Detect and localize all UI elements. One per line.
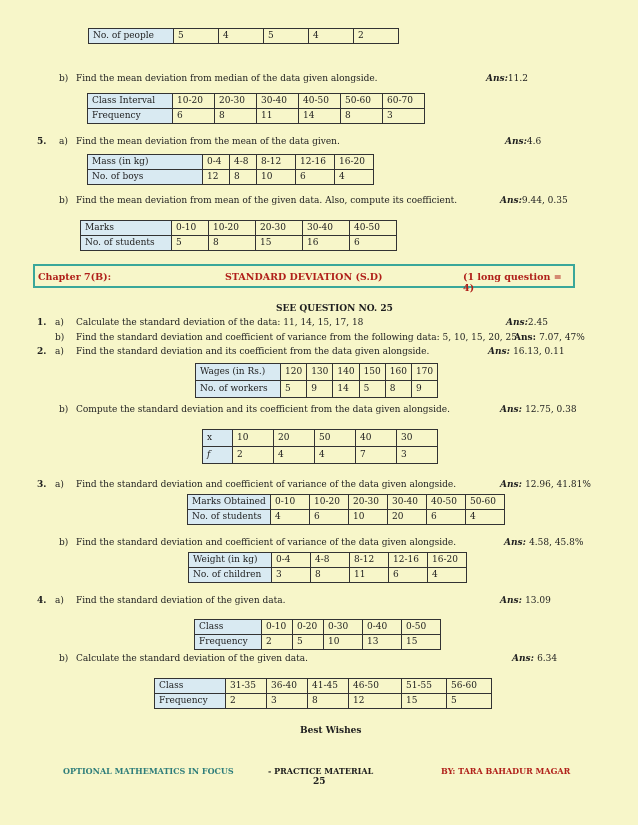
table-cell: 5 — [281, 381, 307, 398]
table-cell: 6 — [310, 510, 349, 525]
table-cell: 2 — [262, 635, 293, 650]
section-heading: SEE QUESTION NO. 25 — [276, 304, 393, 314]
answer — [504, 538, 583, 548]
chapter-label: Chapter 7(B): — [38, 272, 112, 283]
table-cell: 4-8 — [230, 155, 257, 170]
table-cell: 20 — [388, 510, 427, 525]
table-cell: 30-40 — [257, 94, 299, 109]
table-header-cell: Class — [195, 620, 262, 635]
answer-value: 7.07, 47% — [539, 333, 585, 343]
table-cell: 30 — [397, 430, 438, 447]
answer-value: 11.2 — [507, 74, 528, 84]
table-cell: 16-20 — [335, 155, 374, 170]
table-cell: 5 — [264, 29, 309, 44]
table-cell: 40-50 — [299, 94, 341, 109]
table-header-cell: Frequency — [88, 109, 173, 124]
table-cell: 120 — [281, 364, 307, 381]
table-cell: 8 — [215, 109, 257, 124]
weight-table — [188, 552, 467, 583]
table-cell: 2 — [233, 447, 274, 464]
wages-table — [195, 363, 438, 398]
table-cell: 50-60 — [466, 495, 505, 510]
question-marker: a) — [55, 318, 64, 328]
table-cell: 15 — [402, 694, 447, 709]
question-text: Compute the standard deviation and its coefficient from the data given alongside. — [76, 405, 450, 415]
chapter-header — [33, 264, 575, 294]
table-header-cell: x — [203, 430, 233, 447]
table-cell: 8 — [209, 236, 256, 251]
table-header-cell: Weight (in kg) — [189, 553, 272, 568]
table-cell: 20-30 — [215, 94, 257, 109]
table-cell: 5 — [293, 635, 324, 650]
table-cell: 4 — [315, 447, 356, 464]
question-marker: a) — [55, 347, 64, 357]
question-text: Find the mean deviation from the mean of the data given. — [76, 137, 340, 147]
question-marker: b) — [59, 654, 69, 664]
question-marker: b) — [59, 405, 69, 415]
answer — [506, 318, 548, 328]
question-marker: a) — [55, 480, 64, 490]
closing-text: Best Wishes — [300, 726, 362, 736]
answer-value: 12.75, 0.38 — [525, 405, 577, 415]
table-cell: 12-16 — [389, 553, 428, 568]
table-header-cell: Class — [155, 679, 226, 694]
table-header-cell: No. of people — [89, 29, 174, 44]
footer-right: BY: TARA BAHADUR MAGAR — [441, 766, 571, 776]
table-cell: 0-40 — [363, 620, 402, 635]
table-cell: 46-50 — [349, 679, 402, 694]
answer-label: Ans: — [512, 654, 534, 664]
question-text: Find the standard deviation and coefficient of variance of the data given alongside. — [76, 480, 457, 490]
table-cell: 20-30 — [256, 221, 303, 236]
answer-label: Ans: — [486, 74, 508, 84]
class-interval-table — [87, 93, 425, 124]
question-marker: b) — [59, 74, 69, 84]
table-cell: 4 — [466, 510, 505, 525]
table-cell: 4 — [274, 447, 315, 464]
table-cell: 8 — [341, 109, 383, 124]
table-header-cell: Frequency — [155, 694, 226, 709]
table-cell: 60-70 — [383, 94, 425, 109]
answer — [500, 196, 568, 206]
question-text: Find the mean deviation from mean of the given data. Also, compute its coefficient. — [76, 196, 458, 206]
answer-value: 4.58, 45.8% — [529, 538, 584, 548]
table-header-cell: Frequency — [195, 635, 262, 650]
table-header-cell: Class Interval — [88, 94, 173, 109]
table-cell: 5 — [359, 381, 385, 398]
table-cell: 11 — [350, 568, 389, 583]
table-header-cell: Mass (in kg) — [88, 155, 203, 170]
table-cell: 30-40 — [303, 221, 350, 236]
table-cell: 0-20 — [293, 620, 324, 635]
table-cell: 3 — [397, 447, 438, 464]
answer-label: Ans: — [514, 333, 536, 343]
table-cell: 5 — [447, 694, 492, 709]
table-cell: 6 — [350, 236, 397, 251]
question-marker: a) — [59, 137, 68, 147]
table-cell: 14 — [333, 381, 359, 398]
table-cell: 6 — [427, 510, 466, 525]
table-header-cell: f — [203, 447, 233, 464]
answer-label: Ans: — [500, 196, 522, 206]
table-cell: 12-16 — [296, 155, 335, 170]
answer-value: 13.09 — [525, 596, 551, 606]
table-cell: 16-20 — [428, 553, 467, 568]
table-cell: 31-35 — [226, 679, 267, 694]
footer-left: OPTIONAL MATHEMATICS IN FOCUS — [63, 766, 234, 776]
table-cell: 0-4 — [272, 553, 311, 568]
answer-value: 16.13, 0.11 — [513, 347, 565, 357]
table-header-cell: Marks Obtained — [188, 495, 271, 510]
question-text: Find the standard deviation of the given data. — [76, 596, 286, 606]
chapter-title: STANDARD DEVIATION (S.D) — [225, 272, 383, 283]
question-number: 1. — [37, 318, 47, 328]
table-cell: 10 — [349, 510, 388, 525]
answer-label: Ans: — [488, 347, 510, 357]
table-cell: 40 — [356, 430, 397, 447]
page-number: 25 — [313, 777, 326, 787]
table-header-cell: No. of children — [189, 568, 272, 583]
question-text: Calculate the standard deviation of the data: 11, 14, 15, 17, 18 — [76, 318, 364, 328]
chapter-note: (1 long question = 4) — [463, 272, 562, 294]
table-cell: 36-40 — [267, 679, 308, 694]
table-cell: 8-12 — [350, 553, 389, 568]
table-cell: 4 — [309, 29, 354, 44]
class-frequency-table — [194, 619, 441, 650]
table-cell: 150 — [359, 364, 385, 381]
question-number: 2. — [37, 347, 47, 357]
table-cell: 3 — [383, 109, 425, 124]
table-header-cell: No. of students — [188, 510, 271, 525]
table-cell: 2 — [354, 29, 399, 44]
table-cell: 10-20 — [209, 221, 256, 236]
question-marker: b) — [59, 196, 69, 206]
question-text: Find the standard deviation and its coefficient from the data given alongside. — [76, 347, 430, 357]
table-cell: 170 — [411, 364, 437, 381]
table-cell: 14 — [299, 109, 341, 124]
table-cell: 50 — [315, 430, 356, 447]
table-cell: 15 — [256, 236, 303, 251]
table-cell: 3 — [267, 694, 308, 709]
table-cell: 0-10 — [262, 620, 293, 635]
marks-table — [80, 220, 397, 251]
table-cell: 8 — [385, 381, 411, 398]
table-cell: 56-60 — [447, 679, 492, 694]
table-cell: 15 — [402, 635, 441, 650]
table-cell: 0-10 — [271, 495, 310, 510]
table-cell: 140 — [333, 364, 359, 381]
marks-obtained-table — [187, 494, 505, 525]
question-number: 3. — [37, 480, 47, 490]
table-cell: 50-60 — [341, 94, 383, 109]
table-cell: 8-12 — [257, 155, 296, 170]
table-cell: 5 — [172, 236, 209, 251]
question-text: Calculate the standard deviation of the given data. — [76, 654, 308, 664]
table-cell: 8 — [311, 568, 350, 583]
table-cell: 4 — [428, 568, 467, 583]
table-cell: 6 — [173, 109, 215, 124]
mass-table — [87, 154, 374, 185]
table-cell: 9 — [307, 381, 333, 398]
table-cell: 13 — [363, 635, 402, 650]
table-cell: 12 — [203, 170, 230, 185]
table-cell: 10-20 — [310, 495, 349, 510]
table-cell: 0-4 — [203, 155, 230, 170]
question-text: Find the standard deviation and coefficient of variance from the following data: 5, 10, 15, 20, 25 — [76, 333, 517, 343]
table-cell: 4 — [271, 510, 310, 525]
xf-table — [202, 429, 438, 464]
answer — [500, 480, 591, 490]
table-cell: 20 — [274, 430, 315, 447]
table-cell: 12 — [349, 694, 402, 709]
answer-label: Ans: — [500, 405, 522, 415]
table-cell: 0-50 — [402, 620, 441, 635]
answer-label: Ans: — [500, 480, 522, 490]
table-cell: 51-55 — [402, 679, 447, 694]
table-header-cell: No. of students — [81, 236, 172, 251]
answer — [486, 74, 528, 84]
table-cell: 7 — [356, 447, 397, 464]
question-number: 4. — [37, 596, 47, 606]
people-table — [88, 28, 399, 44]
table-cell: 4 — [335, 170, 374, 185]
table-header-cell: No. of boys — [88, 170, 203, 185]
table-cell: 8 — [230, 170, 257, 185]
class-frequency-table-2 — [154, 678, 492, 709]
table-cell: 4 — [219, 29, 264, 44]
answer — [512, 654, 557, 664]
table-cell: 3 — [272, 568, 311, 583]
answer-value: 4.6 — [526, 137, 542, 147]
table-header-cell: No. of workers — [196, 381, 281, 398]
table-cell: 10-20 — [173, 94, 215, 109]
answer-label: Ans: — [504, 538, 526, 548]
answer — [514, 333, 585, 343]
table-cell: 2 — [226, 694, 267, 709]
answer — [488, 347, 565, 357]
table-cell: 41-45 — [308, 679, 349, 694]
answer-label: Ans: — [505, 137, 527, 147]
table-header-cell: Wages (in Rs.) — [196, 364, 281, 381]
answer-value: 9.44, 0.35 — [521, 196, 568, 206]
table-cell: 16 — [303, 236, 350, 251]
table-cell: 160 — [385, 364, 411, 381]
answer — [500, 596, 551, 606]
table-cell: 4-8 — [311, 553, 350, 568]
answer-label: Ans: — [500, 596, 522, 606]
answer — [500, 405, 577, 415]
table-cell: 0-30 — [324, 620, 363, 635]
table-cell: 30-40 — [388, 495, 427, 510]
table-header-cell: Marks — [81, 221, 172, 236]
footer-center: - PRACTICE MATERIAL — [268, 766, 374, 776]
table-cell: 0-10 — [172, 221, 209, 236]
question-marker: a) — [55, 596, 64, 606]
question-marker: b) — [55, 333, 65, 343]
table-cell: 40-50 — [350, 221, 397, 236]
answer-value: 12.96, 41.81% — [525, 480, 591, 490]
table-cell: 6 — [296, 170, 335, 185]
question-marker: b) — [59, 538, 69, 548]
answer-value: 6.34 — [537, 654, 558, 664]
table-cell: 6 — [389, 568, 428, 583]
table-cell: 10 — [257, 170, 296, 185]
question-text: Find the mean deviation from median of the data given alongside. — [76, 74, 378, 84]
answer-value: 2.45 — [527, 318, 548, 328]
answer — [505, 137, 541, 147]
table-cell: 20-30 — [349, 495, 388, 510]
question-text: Find the standard deviation and coefficient of variance of the data given alongside. — [76, 538, 457, 548]
table-cell: 5 — [174, 29, 219, 44]
table-cell: 130 — [307, 364, 333, 381]
table-cell: 10 — [233, 430, 274, 447]
table-cell: 9 — [411, 381, 437, 398]
table-cell: 8 — [308, 694, 349, 709]
question-number: 5. — [37, 137, 47, 147]
table-cell: 40-50 — [427, 495, 466, 510]
table-cell: 11 — [257, 109, 299, 124]
answer-label: Ans: — [506, 318, 528, 328]
table-cell: 10 — [324, 635, 363, 650]
